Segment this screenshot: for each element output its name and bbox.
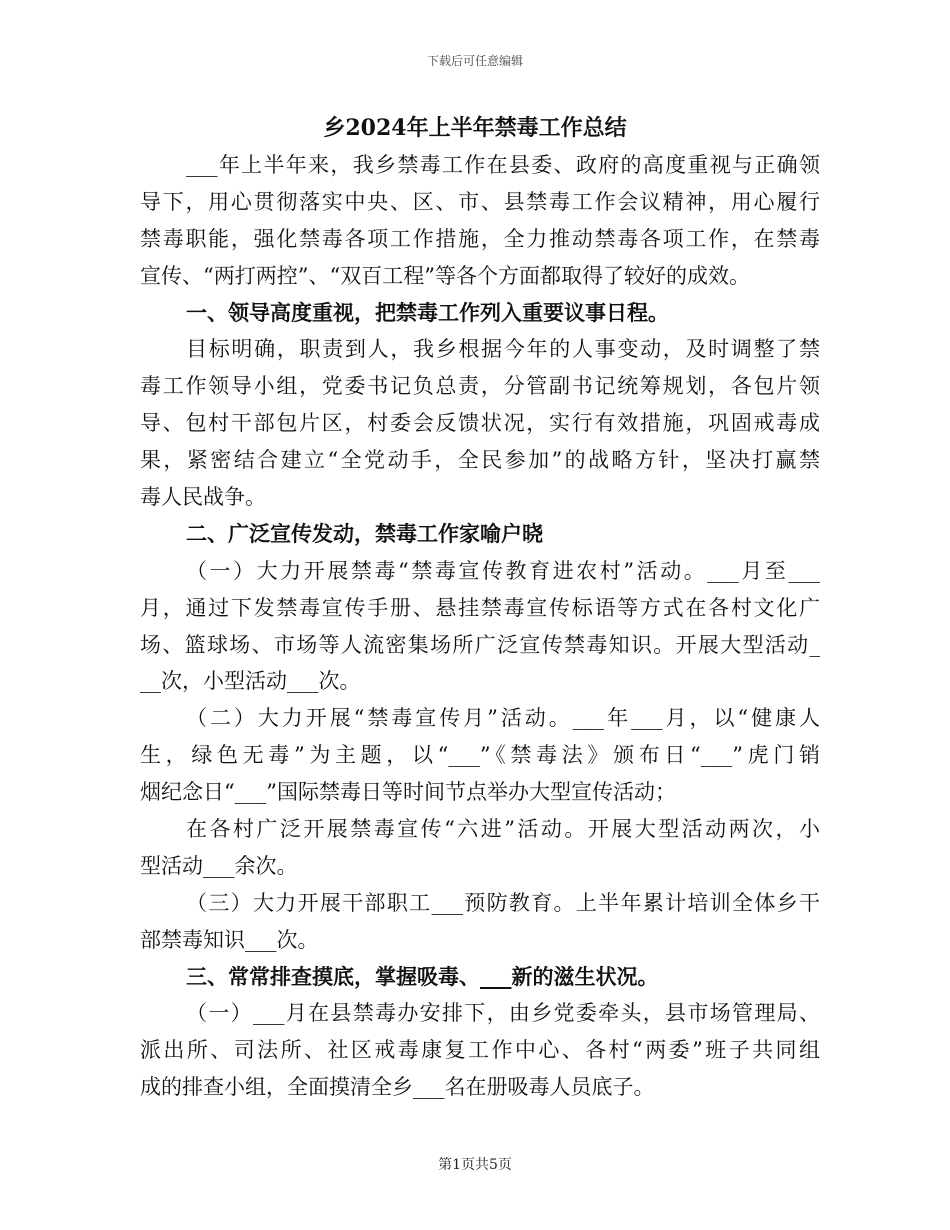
text-line: （一）___月在县禁毒办安排下，由乡党委牵头，县市场管理局、 <box>186 1001 820 1026</box>
text-line: 一、领导高度重视，把禁毒工作列入重要议事日程。 <box>186 299 669 325</box>
paragraph <box>140 885 820 959</box>
text-line: 毒工作领导小组，党委书记负总责，分管副书记统筹规划，各包片领 <box>140 374 820 399</box>
page-header: 下载后可任意编辑 <box>426 54 523 68</box>
text-line: 导下，用心贯彻落实中央、区、市、县禁毒工作会议精神，用心履行 <box>140 189 820 214</box>
paragraph <box>140 811 820 885</box>
text-line: 二、广泛宣传发动，禁毒工作家喻户晓 <box>186 520 543 546</box>
page-footer: 第1页共5页 <box>438 1157 512 1173</box>
text-line: （一）大力开展禁毒“禁毒宣传教育进农村”活动。___月至___ <box>186 558 820 583</box>
text-line: 毒人民战争。 <box>140 485 266 510</box>
text-line: 型活动___余次。 <box>140 853 298 878</box>
text-line: 导、包村干部包片区，村委会反馈状况，实行有效措施，巩固戒毒成 <box>140 411 820 436</box>
section-heading <box>140 959 820 996</box>
section-heading <box>140 516 820 553</box>
paragraph <box>140 331 820 515</box>
text-line: 成的排查小组，全面摸清全乡___名在册吸毒人员底子。 <box>140 1075 655 1100</box>
text-line: 月，通过下发禁毒宣传手册、悬挂禁毒宣传标语等方式在各村文化广 <box>140 595 820 620</box>
text-line: 生，绿色无毒”为主题，以“___”《禁毒法》颁布日“___”虎门销 <box>140 743 820 768</box>
paragraph <box>140 147 820 295</box>
text-line: 果，紧密结合建立“全党动手，全民参加”的战略方针，坚决打赢禁 <box>140 448 820 473</box>
text-line: 目标明确，职责到人，我乡根据今年的人事变动，及时调整了禁 <box>186 337 820 362</box>
text-line: （二）大力开展“禁毒宣传月”活动。___年___月，以“健康人 <box>186 706 820 731</box>
text-line: 三、常常排查摸底，掌握吸毒、___新的滋生状况。 <box>186 963 659 989</box>
text-line: 场、篮球场、市场等人流密集场所广泛宣传禁毒知识。开展大型活动_ <box>140 632 820 657</box>
paragraph <box>140 553 820 701</box>
text-line: 烟纪念日“___”国际禁毒日等时间节点举办大型宣传活动； <box>140 780 676 805</box>
text-line: __次，小型活动___次。 <box>140 669 361 694</box>
paragraph <box>140 995 820 1106</box>
section-heading <box>140 295 820 332</box>
text-line: 部禁毒知识___次。 <box>140 927 319 952</box>
text-line: 派出所、司法所、社区戒毒康复工作中心、各村“两委”班子共同组 <box>140 1038 820 1063</box>
text-line: 宣传、“两打两控”、“双百工程”等各个方面都取得了较好的成效。 <box>140 263 750 288</box>
document-body <box>140 147 820 1106</box>
text-line: ___年上半年来，我乡禁毒工作在县委、政府的高度重视与正确领 <box>186 153 820 177</box>
document-title: 乡2024年上半年禁毒工作总结 <box>323 115 627 141</box>
paragraph <box>140 700 820 811</box>
text-line: 禁毒职能，强化禁毒各项工作措施，全力推动禁毒各项工作，在禁毒 <box>140 226 820 251</box>
text-line: （三）大力开展干部职工___预防教育。上半年累计培训全体乡干 <box>186 890 820 915</box>
text-line: 在各村广泛开展禁毒宣传“六进”活动。开展大型活动两次，小 <box>186 817 820 842</box>
